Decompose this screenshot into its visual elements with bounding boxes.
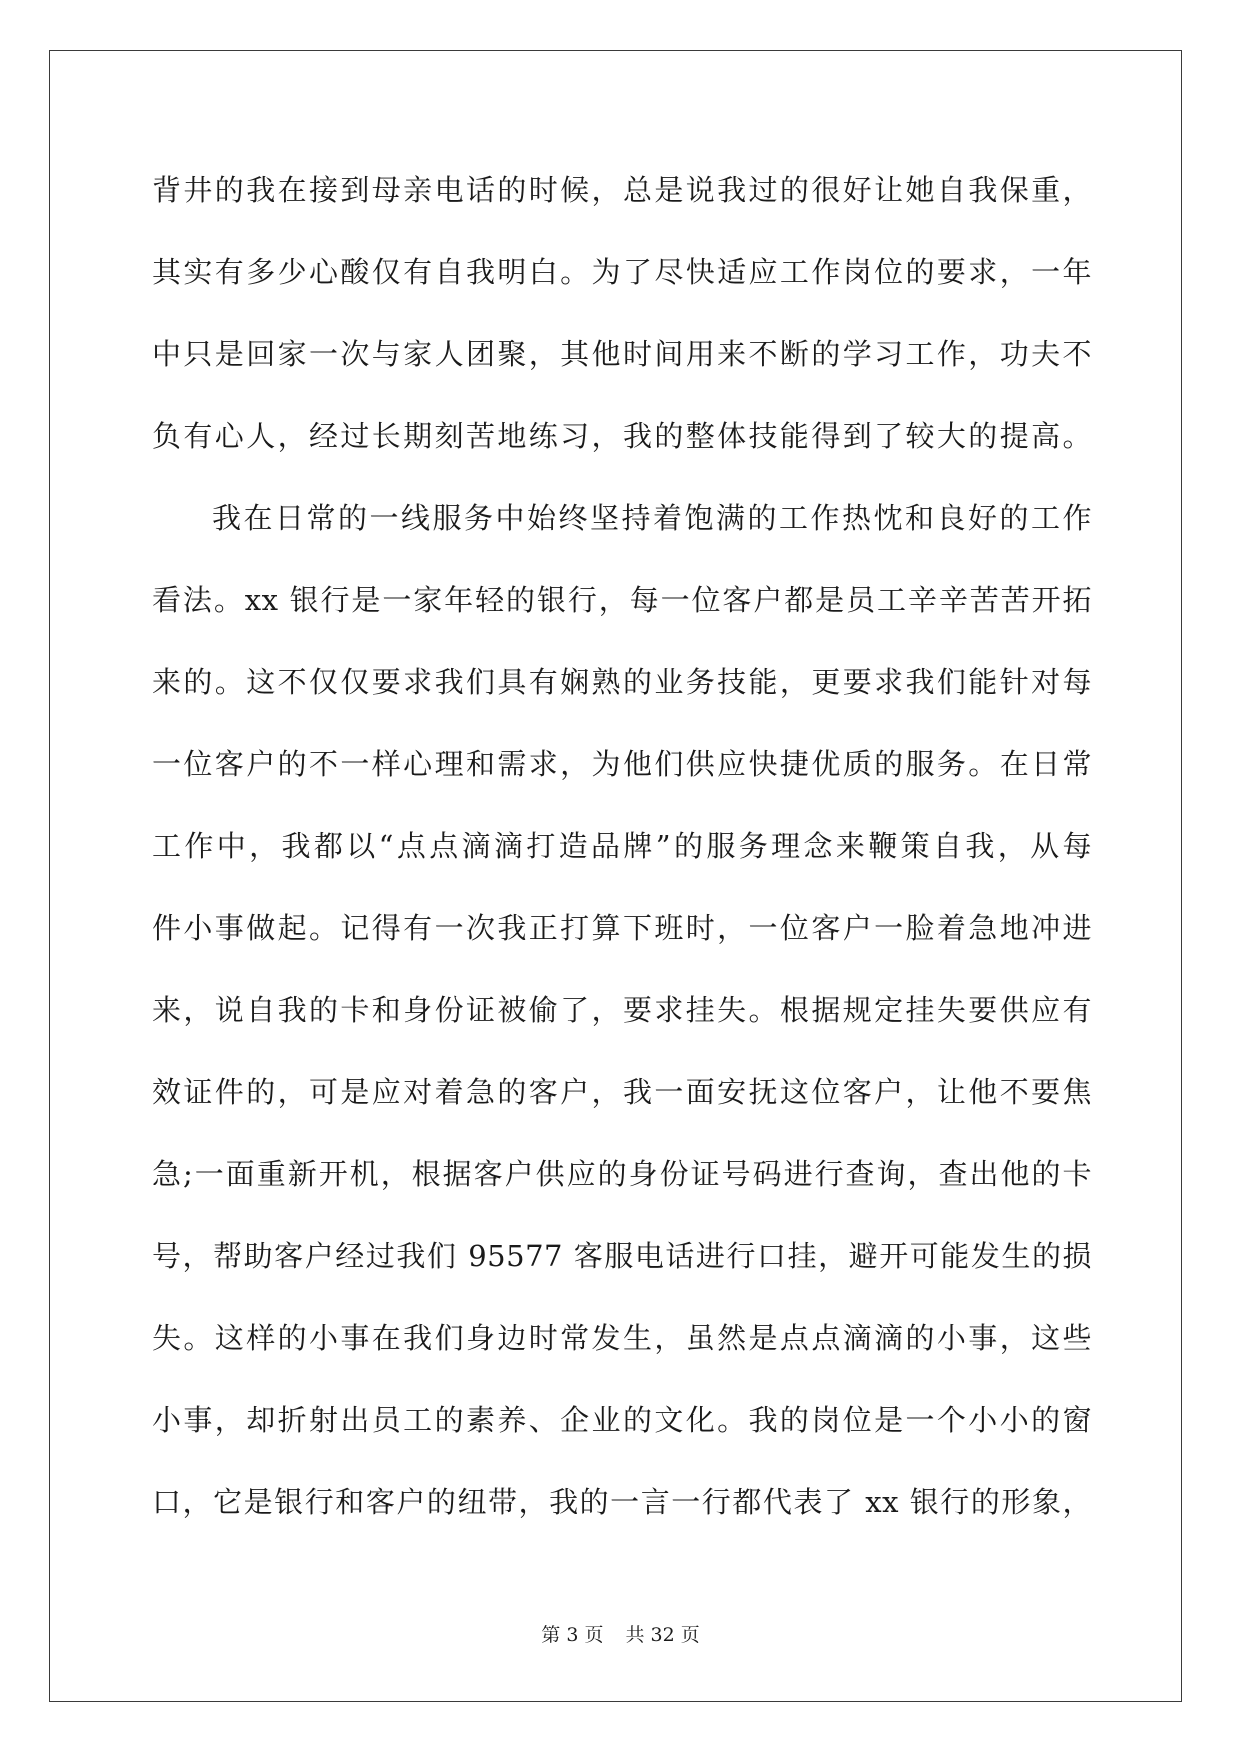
text-line: 负有心人，经过长期刻苦地练习，我的整体技能得到了较大的提高。 bbox=[152, 419, 1092, 453]
text-line: 中只是回家一次与家人团聚，其他时间用来不断的学习工作，功夫不 bbox=[152, 337, 1092, 371]
text-line: 其实有多少心酸仅有自我明白。为了尽快适应工作岗位的要求，一年 bbox=[152, 255, 1092, 289]
text-line: 失。这样的小事在我们身边时常发生，虽然是点点滴滴的小事，这些 bbox=[152, 1321, 1092, 1355]
text-line: 背井的我在接到母亲电话的时候，总是说我过的很好让她自我保重， bbox=[152, 173, 1092, 207]
text-line: 一位客户的不一样心理和需求，为他们供应快捷优质的服务。在日常 bbox=[152, 747, 1092, 781]
text-line: 急;一面重新开机，根据客户供应的身份证号码进行查询，查出他的卡 bbox=[152, 1157, 1092, 1191]
text-line: 来，说自我的卡和身份证被偷了，要求挂失。根据规定挂失要供应有 bbox=[152, 993, 1092, 1027]
text-line: 来的。这不仅仅要求我们具有娴熟的业务技能，更要求我们能针对每 bbox=[152, 665, 1092, 699]
text-line: 小事，却折射出员工的素养、企业的文化。我的岗位是一个小小的窗 bbox=[152, 1403, 1092, 1437]
text-line: 号，帮助客户经过我们 95577 客服电话进行口挂，避开可能发生的损 bbox=[152, 1239, 1092, 1273]
text-line: 我在日常的一线服务中始终坚持着饱满的工作热忱和良好的工作 bbox=[212, 501, 1092, 535]
page-total: 共 32 页 bbox=[625, 1624, 700, 1646]
text-line: 口，它是银行和客户的纽带，我的一言一行都代表了 xx 银行的形象， bbox=[152, 1485, 1092, 1519]
text-line: 效证件的，可是应对着急的客户，我一面安抚这位客户，让他不要焦 bbox=[152, 1075, 1092, 1109]
page-footer bbox=[0, 1620, 1241, 1647]
page-number: 第 3 页 bbox=[541, 1624, 604, 1646]
text-line: 工作中，我都以“点点滴滴打造品牌”的服务理念来鞭策自我，从每 bbox=[152, 829, 1092, 863]
text-line: 看法。xx 银行是一家年轻的银行，每一位客户都是员工辛辛苦苦开拓 bbox=[152, 583, 1092, 617]
document-body bbox=[152, 163, 1092, 1557]
text-line: 件小事做起。记得有一次我正打算下班时，一位客户一脸着急地冲进 bbox=[152, 911, 1092, 945]
